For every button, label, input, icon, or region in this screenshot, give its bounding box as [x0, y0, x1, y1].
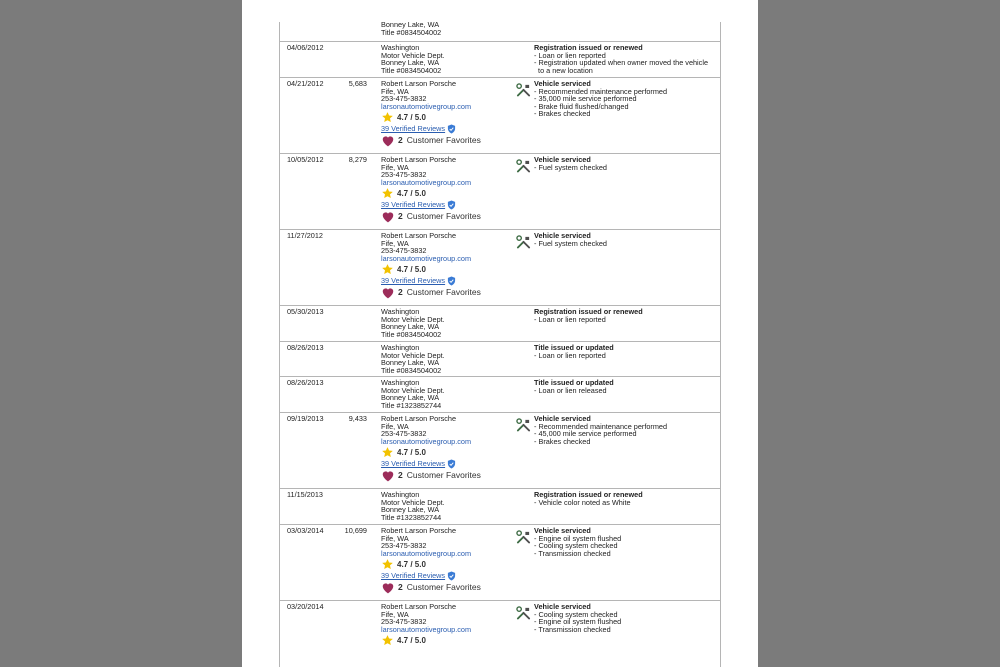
- source-cell: [381, 344, 445, 374]
- record-row: [280, 488, 720, 525]
- favorites-label: Customer Favorites: [406, 287, 481, 298]
- odometer-cell: 5,683: [348, 79, 367, 88]
- odometer-cell: 10,699: [344, 526, 367, 535]
- source-address: Robert Larson Porsche Fife, WA 253-475-3832: [381, 79, 457, 104]
- detail-title: Title issued or updated: [534, 378, 614, 387]
- dealer-website-link[interactable]: larsonautomotivegroup.com: [381, 624, 472, 634]
- verified-reviews-link[interactable]: 39 Verified Reviews: [381, 571, 446, 581]
- star-icon: [381, 111, 394, 124]
- source-cell: [381, 603, 471, 646]
- favorites-label: Customer Favorites: [406, 470, 481, 481]
- source-cell: [381, 491, 445, 521]
- date-cell: 11/15/2013: [287, 490, 323, 499]
- detail-lines: - Fuel system checked: [534, 162, 607, 172]
- record-row: [280, 524, 720, 601]
- dealer-rating: [381, 111, 481, 123]
- source-cell: [381, 415, 481, 482]
- source-address: Robert Larson Porsche Fife, WA 253-475-3832: [381, 526, 457, 551]
- detail-title: Vehicle serviced: [534, 526, 591, 535]
- record-row: [280, 229, 720, 306]
- dealer-rating: [381, 263, 481, 275]
- detail-lines: - Fuel system checked: [534, 238, 607, 248]
- dealer-website-link[interactable]: larsonautomotivegroup.com: [381, 177, 472, 187]
- detail-cell: [534, 44, 708, 74]
- verified-reviews-link[interactable]: 39 Verified Reviews: [381, 459, 446, 469]
- dealer-rating: [381, 446, 481, 458]
- date-cell: 03/20/2014: [287, 602, 324, 611]
- source-cell: [381, 527, 481, 594]
- heart-icon: [381, 469, 395, 482]
- rating-value: 4.7 / 5.0: [397, 264, 426, 274]
- detail-cell: [534, 491, 643, 506]
- service-tools-icon: [516, 83, 531, 98]
- dealer-rating: [381, 187, 481, 199]
- favorites-count: 2: [398, 211, 403, 222]
- detail-title: Title issued or updated: [534, 343, 614, 352]
- source-cell: [381, 308, 445, 338]
- favorites-label: Customer Favorites: [406, 582, 481, 593]
- heart-icon: [381, 581, 395, 594]
- source-address: Washington Motor Vehicle Dept. Bonney Lake, WA Title #0834504002: [381, 343, 445, 375]
- detail-lines: - Vehicle color noted as White: [534, 497, 631, 507]
- service-tools-icon: [516, 159, 531, 174]
- detail-title: Vehicle serviced: [534, 155, 591, 164]
- detail-title: Registration issued or renewed: [534, 307, 643, 316]
- record-row: [280, 305, 720, 342]
- favorites-count: 2: [398, 470, 403, 481]
- date-cell: 11/27/2012: [287, 231, 323, 240]
- service-tools-icon: [516, 235, 531, 250]
- detail-cell: [534, 344, 614, 359]
- rating-value: 4.7 / 5.0: [397, 447, 426, 457]
- service-tools-icon: [516, 606, 531, 621]
- detail-title: Vehicle serviced: [534, 414, 591, 423]
- detail-cell: [534, 80, 667, 118]
- star-icon: [381, 558, 394, 571]
- rating-value: 4.7 / 5.0: [397, 112, 426, 122]
- detail-lines: - Recommended maintenance performed - 35,000 mile service performed - Brake fluid flushed/changed - Brakes checked: [534, 86, 668, 119]
- verified-reviews: [381, 275, 481, 286]
- customer-favorites: [381, 134, 481, 147]
- date-cell: 08/26/2013: [287, 378, 324, 387]
- source-cell: [381, 80, 481, 147]
- customer-favorites: [381, 286, 481, 299]
- dealer-website-link[interactable]: larsonautomotivegroup.com: [381, 548, 472, 558]
- star-icon: [381, 187, 394, 200]
- source-address: Washington Motor Vehicle Dept. Bonney Lake, WA Title #1323852744: [381, 378, 445, 410]
- record-row-partial: [280, 22, 720, 41]
- history-table: [279, 22, 721, 667]
- record-row: [280, 41, 720, 78]
- date-cell: 04/06/2012: [287, 43, 324, 52]
- record-row: [280, 153, 720, 230]
- service-tools-icon: [516, 530, 531, 545]
- detail-lines: - Engine oil system flushed - Cooling system checked - Transmission checked: [534, 533, 622, 558]
- source-address: Washington Motor Vehicle Dept. Bonney Lake, WA Title #1323852744: [381, 490, 445, 522]
- source-cell: [381, 156, 481, 223]
- verified-shield-icon: [447, 459, 456, 469]
- favorites-count: 2: [398, 287, 403, 298]
- date-cell: 03/03/2014: [287, 526, 324, 535]
- dealer-website-link[interactable]: larsonautomotivegroup.com: [381, 253, 472, 263]
- favorites-label: Customer Favorites: [406, 211, 481, 222]
- source-cell: Bonney Lake, WA Title #0834504002: [381, 22, 442, 37]
- verified-shield-icon: [447, 124, 456, 134]
- record-row: [280, 600, 720, 667]
- favorites-count: 2: [398, 582, 403, 593]
- record-row: [280, 376, 720, 413]
- detail-title: Vehicle serviced: [534, 79, 591, 88]
- star-icon: [381, 634, 394, 647]
- date-cell: 04/21/2012: [287, 79, 324, 88]
- favorites-count: 2: [398, 135, 403, 146]
- date-cell: 08/26/2013: [287, 343, 324, 352]
- verified-shield-icon: [447, 571, 456, 581]
- source-cell: [381, 232, 481, 299]
- customer-favorites: [381, 210, 481, 223]
- verified-reviews-link[interactable]: 39 Verified Reviews: [381, 200, 446, 210]
- source-cell: [381, 44, 445, 74]
- detail-cell: [534, 415, 667, 445]
- detail-cell: [534, 527, 621, 557]
- record-row: [280, 341, 720, 377]
- record-row: [280, 77, 720, 154]
- heart-icon: [381, 286, 395, 299]
- verified-reviews: [381, 570, 481, 581]
- verified-reviews: [381, 458, 481, 469]
- detail-lines: - Recommended maintenance performed - 45,000 mile service performed - Brakes checked: [534, 421, 668, 446]
- verified-shield-icon: [447, 200, 456, 210]
- rating-value: 4.7 / 5.0: [397, 188, 426, 198]
- detail-cell: [534, 603, 621, 633]
- verified-shield-icon: [447, 276, 456, 286]
- rating-value: 4.7 / 5.0: [397, 635, 426, 645]
- detail-title: Registration issued or renewed: [534, 43, 643, 52]
- source-address: Robert Larson Porsche Fife, WA 253-475-3832: [381, 414, 457, 439]
- star-icon: [381, 446, 394, 459]
- customer-favorites: [381, 581, 481, 594]
- source-address: Robert Larson Porsche Fife, WA 253-475-3832: [381, 602, 457, 627]
- detail-cell: [534, 308, 643, 323]
- source-address: Washington Motor Vehicle Dept. Bonney Lake, WA Title #0834504002: [381, 307, 445, 339]
- detail-title: Vehicle serviced: [534, 602, 591, 611]
- heart-icon: [381, 210, 395, 223]
- report-page: [242, 0, 758, 667]
- detail-title: Registration issued or renewed: [534, 490, 643, 499]
- date-cell: 05/30/2013: [287, 307, 324, 316]
- customer-favorites: [381, 469, 481, 482]
- detail-lines: - Loan or lien reported: [534, 350, 606, 360]
- star-icon: [381, 263, 394, 276]
- verified-reviews-link[interactable]: 39 Verified Reviews: [381, 124, 446, 134]
- date-cell: 10/05/2012: [287, 155, 324, 164]
- detail-lines: - Cooling system checked - Engine oil system flushed - Transmission checked: [534, 609, 622, 634]
- dealer-rating: [381, 634, 471, 646]
- detail-title: Vehicle serviced: [534, 231, 591, 240]
- detail-cell: [534, 156, 607, 171]
- record-row: [280, 412, 720, 489]
- dealer-website-link[interactable]: larsonautomotivegroup.com: [381, 436, 472, 446]
- source-address: Robert Larson Porsche Fife, WA 253-475-3832: [381, 231, 457, 256]
- dealer-website-link[interactable]: larsonautomotivegroup.com: [381, 101, 472, 111]
- rating-value: 4.7 / 5.0: [397, 559, 426, 569]
- heart-icon: [381, 134, 395, 147]
- detail-lines: - Loan or lien released: [534, 385, 607, 395]
- date-cell: 09/19/2013: [287, 414, 324, 423]
- detail-cell: [534, 379, 614, 394]
- source-cell: [381, 379, 445, 409]
- verified-reviews: [381, 123, 481, 134]
- verified-reviews: [381, 199, 481, 210]
- source-address: Washington Motor Vehicle Dept. Bonney Lake, WA Title #0834504002: [381, 43, 445, 75]
- favorites-label: Customer Favorites: [406, 135, 481, 146]
- odometer-cell: 8,279: [348, 155, 367, 164]
- detail-cell: [534, 232, 607, 247]
- detail-lines: - Loan or lien reported: [534, 314, 606, 324]
- verified-reviews-link[interactable]: 39 Verified Reviews: [381, 276, 446, 286]
- dealer-rating: [381, 558, 481, 570]
- service-tools-icon: [516, 418, 531, 433]
- source-address: Robert Larson Porsche Fife, WA 253-475-3832: [381, 155, 457, 180]
- odometer-cell: 9,433: [348, 414, 367, 423]
- detail-lines: - Loan or lien reported - Registration updated when owner moved the vehicle to a new location: [534, 50, 709, 75]
